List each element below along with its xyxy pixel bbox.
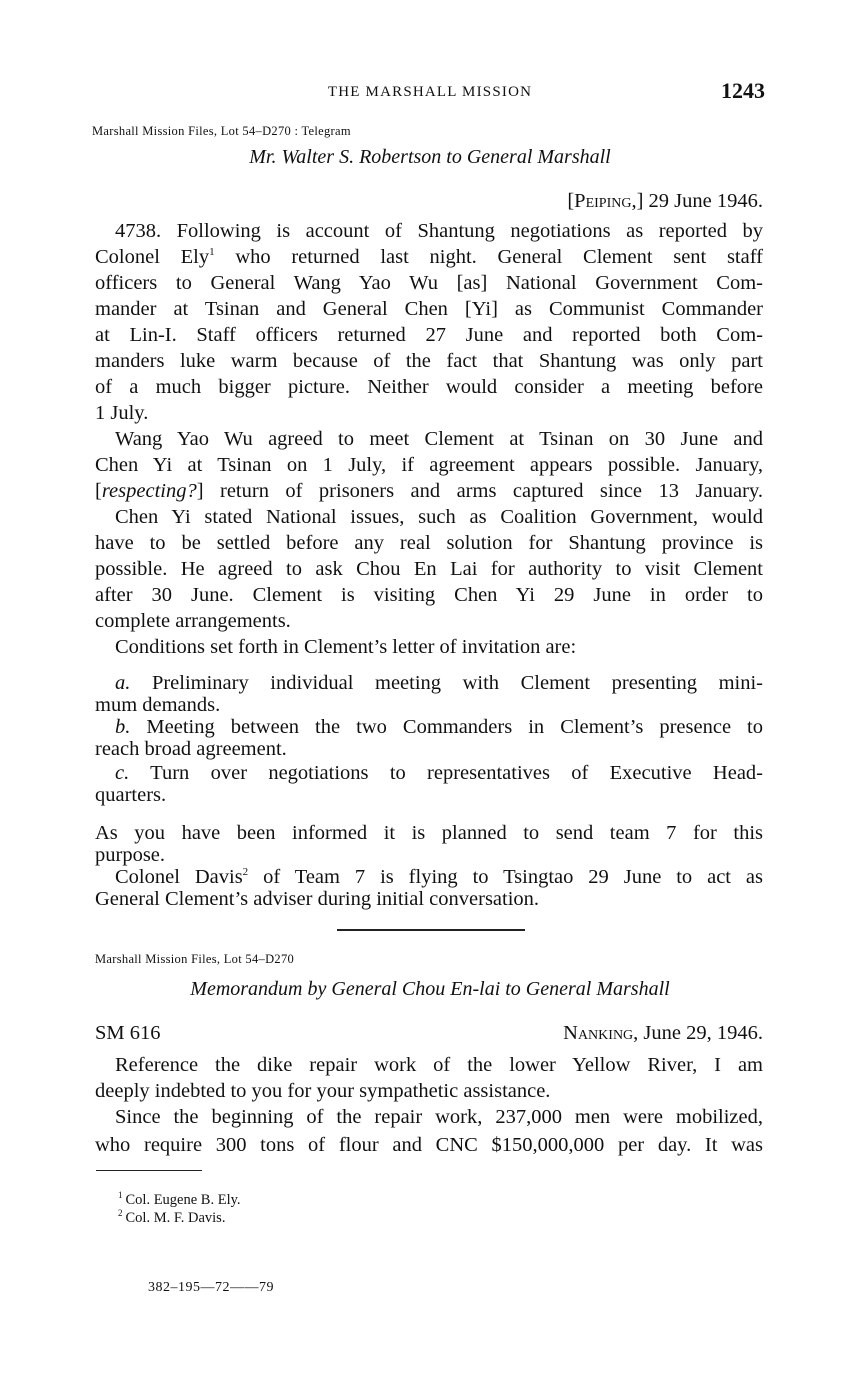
list-item-continuation: reach broad agreement. — [95, 738, 287, 760]
running-title: THE MARSHALL MISSION — [327, 84, 533, 100]
paragraph-line: Colonel Ely$^1$ who returned last night. General Clement sent staff — [95, 246, 764, 268]
running-header — [95, 80, 765, 108]
paragraph-line: who require 300 tons of flour and CNC $150,000,000 per day. It was — [95, 1134, 763, 1156]
list-item: c. Turn over negotiations to representatives of Executive Head- — [115, 762, 763, 784]
doc2-dateline: Nanking, June 29, 1946. — [563, 1022, 763, 1044]
paragraph-line: mander at Tsinan and General Chen [Yi] as Communist Commander — [95, 298, 763, 320]
doc2-ref-number: SM 616 — [95, 1022, 161, 1044]
paragraph-line: complete arrangements. — [95, 610, 291, 632]
footnote: $^1$ Col. Eugene B. Ely. — [118, 1190, 241, 1208]
paragraph-line: 1 July. — [95, 402, 149, 424]
footnote-ref: 1 — [209, 246, 215, 259]
paragraph-line: deeply indebted to you for your sympathetic assistance. — [95, 1080, 551, 1102]
paragraph-line: Colonel Davis$^2$ of Team 7 is flying to Tsingtao 29 June to act as — [115, 866, 763, 888]
paragraph-line: Conditions set forth in Clement’s letter of invitation are: — [115, 636, 577, 658]
doc1-title: Mr. Walter S. Robertson to General Marshall — [249, 146, 611, 168]
doc2-source-line: Marshall Mission Files, Lot 54–D270 — [95, 952, 295, 966]
paragraph-line: [respecting?] return of prisoners and arms captured since 13 January. — [95, 480, 763, 502]
printer-imprint: 382–195—72——79 — [148, 1280, 274, 1295]
bracketed-insertion: respecting? — [101, 480, 197, 502]
paragraph-line: have to be settled before any real solution for Shantung province is — [95, 532, 763, 554]
footnote: $^2$ Col. M. F. Davis. — [118, 1208, 226, 1226]
paragraph-line: 4738. Following is account of Shantung negotiations as reported by — [115, 220, 763, 242]
footnote-rule — [96, 1170, 202, 1171]
paragraph-line: at Lin-I. Staff officers returned 27 June and reported both Com- — [95, 324, 763, 346]
paragraph-line: possible. He agreed to ask Chou En Lai for authority to visit Clement — [95, 558, 763, 580]
paragraph-line: manders luke warm because of the fact that Shantung was only part — [95, 350, 763, 372]
list-marker: a. — [115, 672, 131, 694]
list-item: a. Preliminary individual meeting with Clement presenting mini- — [115, 672, 764, 694]
list-item-continuation: mum demands. — [95, 694, 221, 716]
doc1-source-line: Marshall Mission Files, Lot 54–D270 : Telegram — [92, 124, 351, 138]
page-number: 1243 — [721, 78, 765, 103]
paragraph-line: after 30 June. Clement is visiting Chen Yi 29 June in order to — [95, 584, 763, 606]
paragraph-line: Chen Yi stated National issues, such as Coalition Government, would — [115, 506, 763, 528]
section-divider — [337, 929, 525, 931]
paragraph-line: As you have been informed it is planned to send team 7 for this — [95, 822, 763, 844]
footnote-ref: 2 — [242, 866, 249, 879]
paragraph-line: Since the beginning of the repair work, 237,000 men were mobilized, — [115, 1106, 763, 1128]
dateline-place: Nanking, — [563, 1022, 639, 1044]
paragraph-line: officers to General Wang Yao Wu [as] National Government Com- — [95, 272, 763, 294]
paragraph-line: Reference the dike repair work of the lower Yellow River, I am — [115, 1054, 763, 1076]
list-item-continuation: quarters. — [95, 784, 167, 806]
paragraph-line: General Clement’s adviser during initial conversation. — [95, 888, 540, 910]
list-item: b. Meeting between the two Commanders in Clement’s presence to — [115, 716, 764, 738]
paragraph-line: of a much bigger picture. Neither would consider a meeting before — [95, 376, 763, 398]
doc2-title: Memorandum by General Chou En-lai to General Marshall — [190, 978, 670, 1000]
list-marker: b. — [115, 716, 131, 738]
list-marker: c. — [115, 762, 130, 784]
paragraph-line: purpose. — [95, 844, 166, 866]
doc1-dateline: [Peiping,] 29 June 1946. — [567, 190, 763, 212]
paragraph-line: Wang Yao Wu agreed to meet Clement at Tsinan on 30 June and — [115, 428, 763, 450]
paragraph-line: Chen Yi at Tsinan on 1 July, if agreement appears possible. January, — [95, 454, 763, 476]
dateline-place: Peiping, — [574, 190, 637, 212]
